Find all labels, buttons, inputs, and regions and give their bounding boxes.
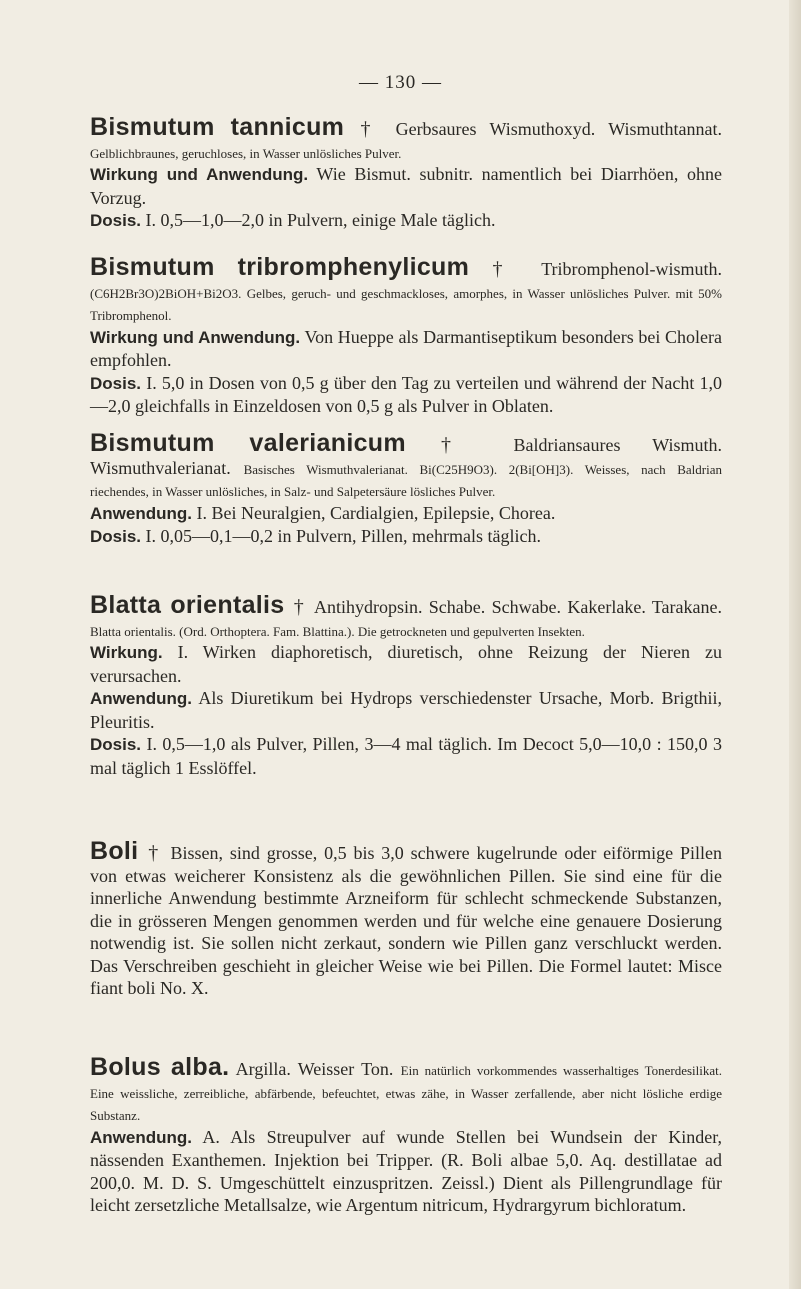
synonyms-2: Kakerlake. Tarakane. [567,597,723,617]
description: Basisches Wismuthvalerianat. Bi(C25H9O3). 2(Bi[OH]3). Weisses, nach Baldrian riechendes, in Wasser unlösliches, in Salz- und Salpetersäure lösliches Pulver. [90,461,722,499]
dosis-label: Dosis. [90,735,142,754]
synonyms-2: Wismuthtannat. [608,119,723,139]
synonyms: Baldriansaures Wismuth. [513,435,722,455]
description: Blatta orientalis. (Ord. Orthoptera. Fam. Blattina.). Die getrockneten und gepulverten Insekten. [90,623,585,639]
dagger-mark: † [148,842,161,864]
page-number: — 130 — [359,72,442,93]
dosis-text: I. 5,0 in Dosen von 0,5 g über den Tag zu verteilen und während der Nacht 1,0—2,0 gleichfalls in Einzeldosen von 0,5 g als Pulver in Oblaten. [90,372,722,416]
anwendung-text: I. Bei Neuralgien, Cardialgien, Epilepsie, Chorea. [196,502,556,523]
synonyms: Tribromphenol-wismuth. [541,259,723,279]
anwendung-text: A. Als Streupulver auf wunde Stellen bei Wundsein der Kinder, nässenden Exanthemen. Injektion bei Tripper. (R. Boli albae 5,0. Aq. destillatae ad 200,0. M. D. S. Umgeschüttelt einzuspritzen. Zeissl.) Dient als Pillengrundlage für leicht zersetzliche Metallsalze, wie Argentum nitricum, Hydrargyrum bichloratum. [90,1126,722,1215]
entry-blatta-orientalis [90,591,723,779]
anwendung-label: Anwendung. [90,1127,192,1147]
entry-heading: Blatta orientalis [90,591,285,619]
dosis-label: Dosis. [90,527,142,546]
wirkung-label: Wirkung. [90,643,163,662]
entry-heading: Bolus alba. [90,1053,230,1081]
dosis-label: Dosis. [90,373,142,393]
dagger-mark: † [293,596,306,618]
dagger-mark: † [440,434,479,456]
entry-bismutum-tribromphenylicum [90,253,723,418]
dosis-text: I. 0,5—1,0—2,0 in Pulvern, einige Male täglich. [145,210,496,230]
entry-bolus-alba [90,1053,722,1217]
entry-text: Bissen, sind grosse, 0,5 bis 3,0 schwere kugelrunde oder eiförmige Pillen von etwas weicherer Konsistenz als die gewöhnlichen Pillen. Sie sind eine für die innerliche Anwendung bestimmte Arzneiform für schlecht schmeckende Substanzen, die in grösseren Mengen genommen werden und für welche eine genauere Dosierung notwendig ist. Sie sollen nicht zerkaut, sondern wie Pillen ganz verschluckt werden. Das Verschreiben geschieht in gleicher Weise wie bei Pillen. Die Formel lautet: Misce fiant boli No. X. [90,843,722,998]
entry-boli [90,837,722,1000]
synonyms-2: Wismuthvalerianat. [90,457,231,478]
wirkung-label: Wirkung und Anwendung. [90,165,309,184]
wirkung-text: Wie Bismut. subnitr. namentlich bei Diarrhöen, ohne Vorzug. [90,164,722,208]
dosis-label: Dosis. [90,211,142,230]
description: Gelblichbraunes, geruchloses, in Wasser unlösliches Pulver. [90,145,402,161]
wirkung-text: I. Wirken diaphoretisch, diuretisch, ohne Reizung der Nieren zu verursachen. [90,642,722,686]
dosis-text: I. 0,05—0,1—0,2 in Pulvern, Pillen, mehrmals täglich. [145,526,541,546]
anwendung-text: Als Diuretikum bei Hydrops verschiedenster Ursache, Morb. Brigthii, Pleuritis. [90,688,722,732]
entry-heading: Bismutum valerianicum [90,429,406,457]
synonyms: Gerbsaures Wismuthoxyd. [395,119,596,139]
dosis-text: I. 0,5—1,0 als Pulver, Pillen, 3—4 mal täglich. Im Decoct 5,0—10,0 : 150,0 3 mal täglich 1 Esslöffel. [90,734,723,778]
page-edge-shadow [789,0,801,1289]
synonyms: Argilla. Weisser Ton. [235,1059,394,1079]
entry-heading: Boli [90,837,139,865]
description: Ein natürlich vorkommendes wasserhaltiges Tonerdesilikat. Eine weissliche, zerreibliche, abfärbende, befeuchtet, etwas zähe, in Wasser zerfallende, aber nicht lösliche erdige Substanz. [90,1063,722,1123]
entry-heading: Bismutum tannicum [90,113,345,141]
entry-heading: Bismutum tribromphenylicum [90,253,470,281]
anwendung-label: Anwendung. [90,689,192,708]
anwendung-label: Anwendung. [90,503,192,523]
dagger-mark: † [360,118,380,140]
entry-bismutum-tannicum [90,113,723,233]
entry-bismutum-valerianicum [90,429,722,549]
wirkung-label: Wirkung und Anwendung. [90,327,301,347]
wirkung-text: Von Hueppe als Darmantiseptikum besonders bei Cholera empfohlen. [90,326,723,370]
description: (C6H2Br3O)2BiOH+Bi2O3. Gelbes, geruch- und geschmackloses, amorphes, in Wasser unlösliches Pulver. mit 50% Tribromphenol. [90,285,722,323]
synonyms: Antihydropsin. Schabe. Schwabe. [313,597,562,617]
dagger-mark: † [492,258,519,280]
